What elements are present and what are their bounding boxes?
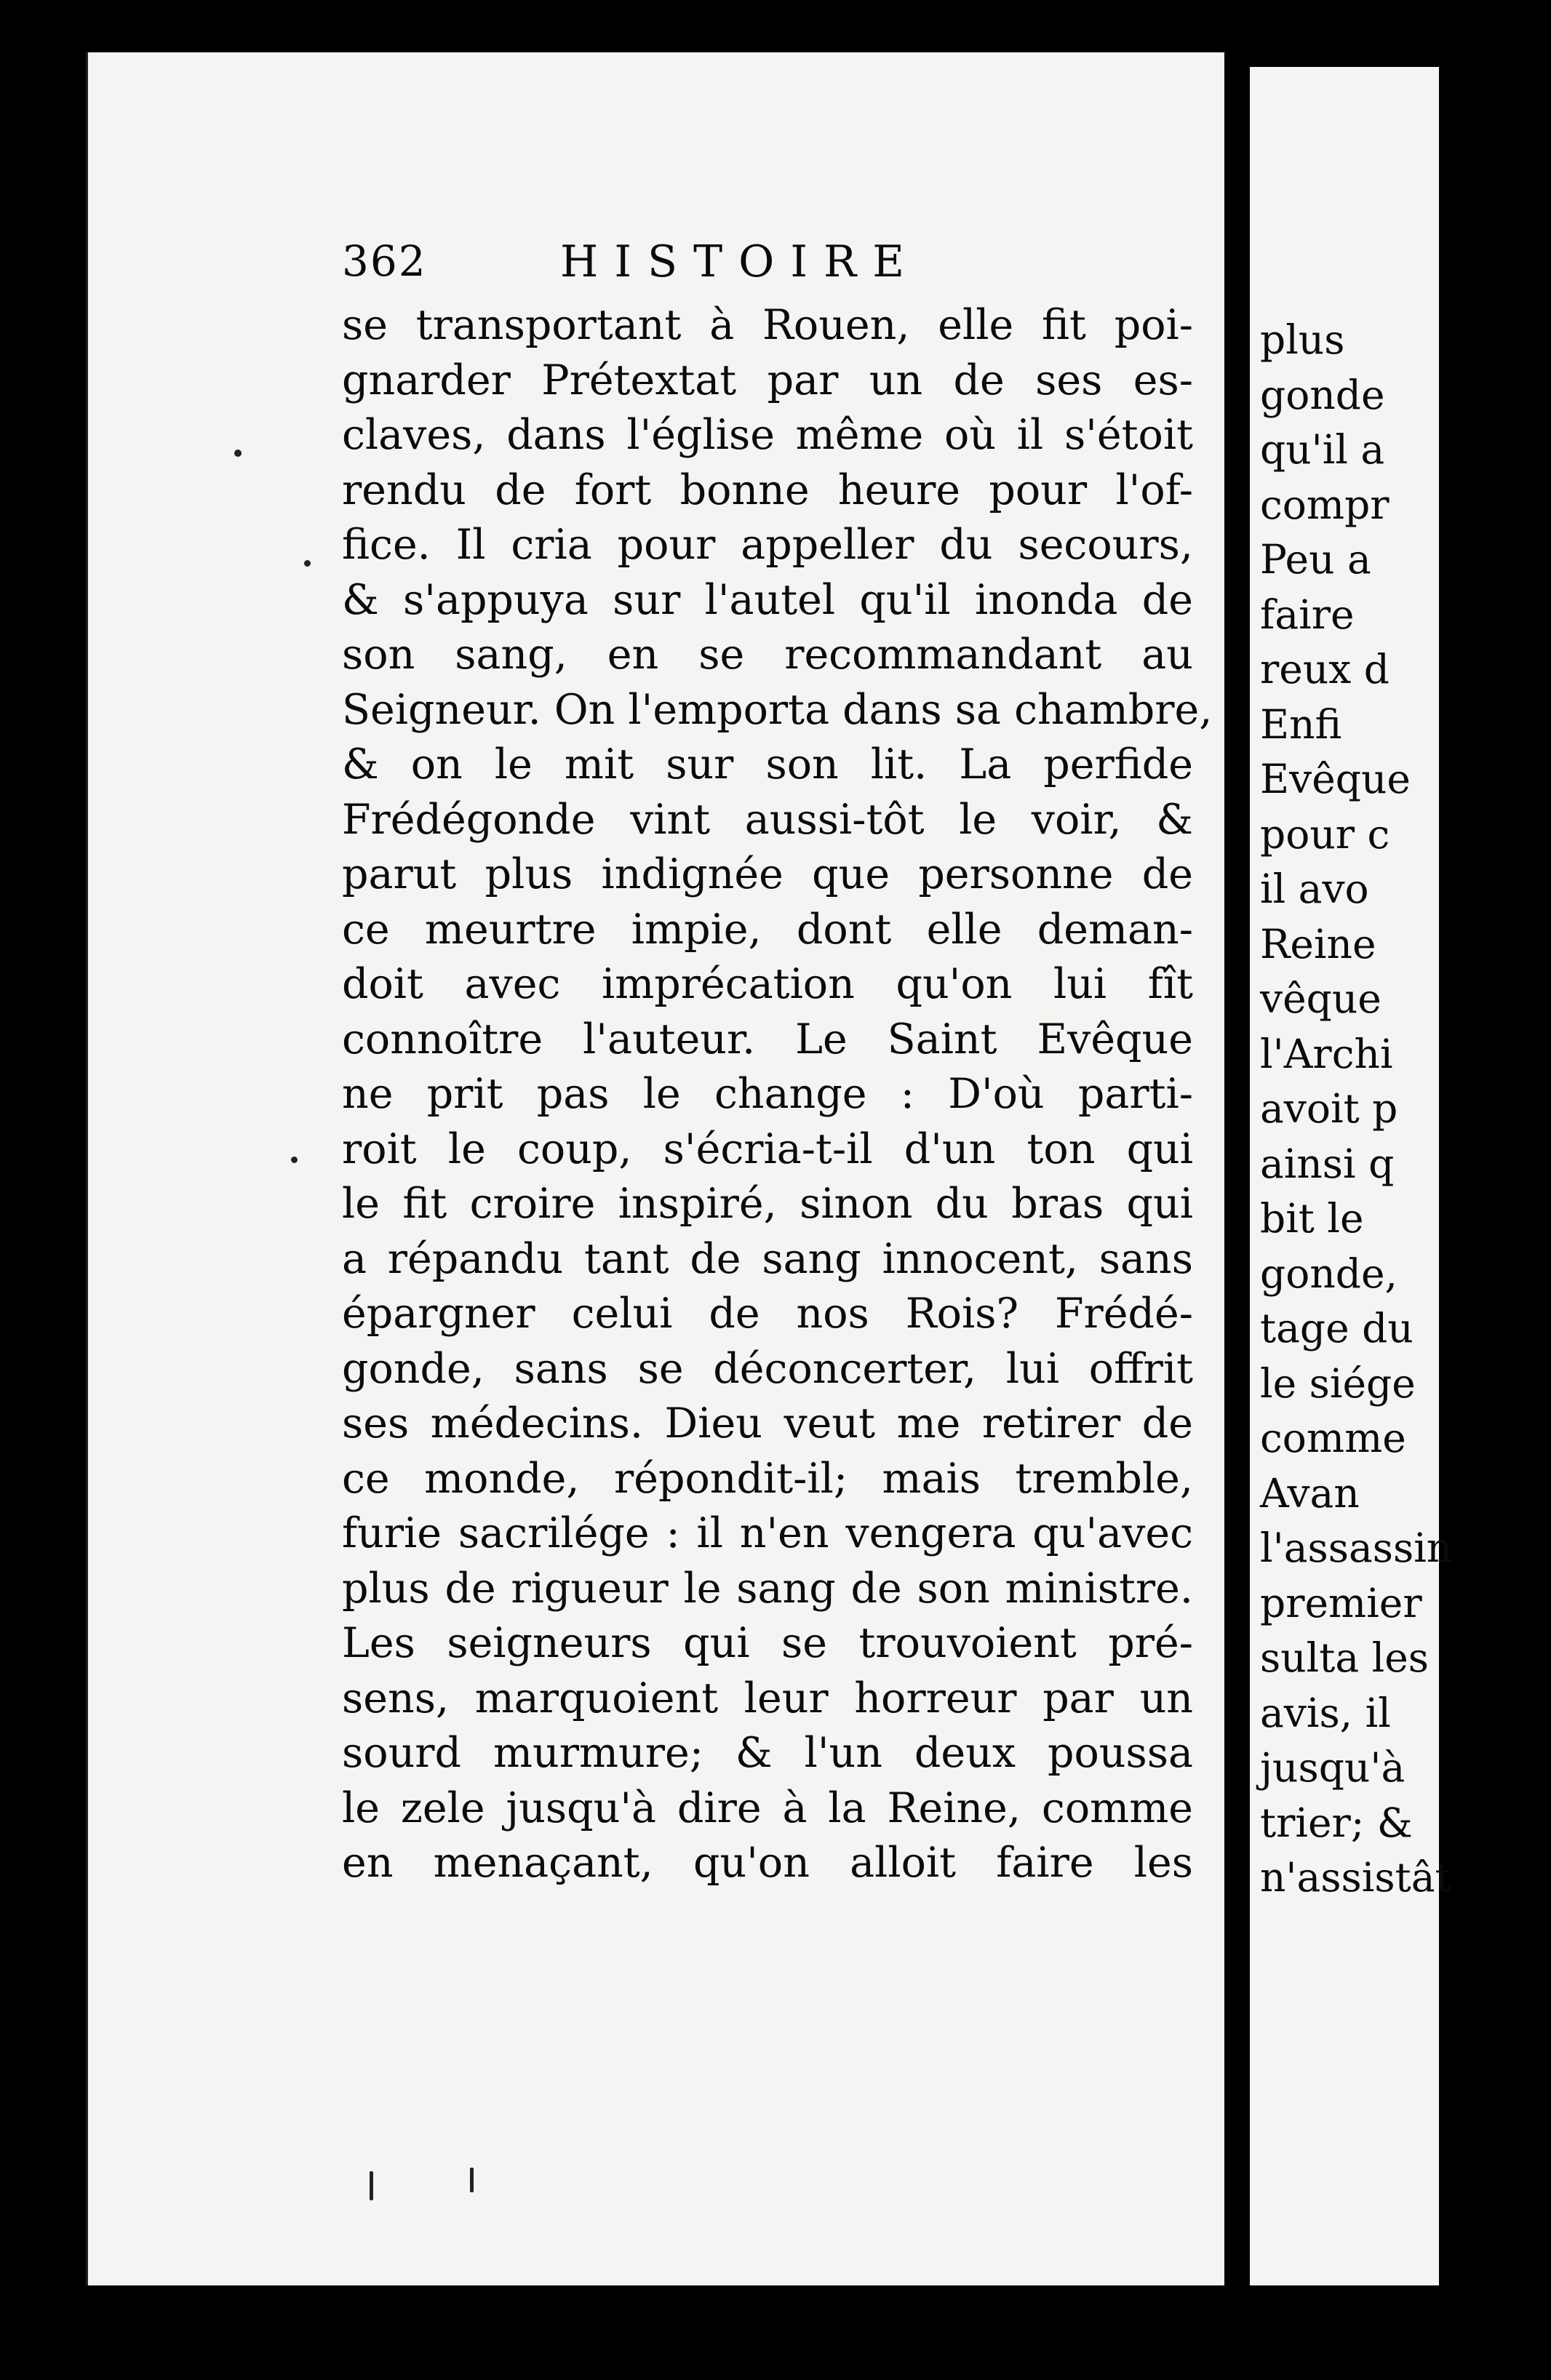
text-line: Frédégonde vint aussi-tôt le voir, & [342,795,1193,844]
text-line: ne prit pas le change : D'où parti- [342,1070,1193,1118]
text-line: l'Archi [1260,1030,1393,1077]
margin-speck [470,2168,474,2192]
text-line: doit avec imprécation qu'on lui fît [342,960,1193,1008]
text-line: bit le [1260,1195,1364,1242]
text-line: & on le mit sur son lit. La perfide [342,740,1193,788]
text-line: & s'appuya sur l'autel qu'il inonda de [342,575,1193,624]
text-line: le zele jusqu'à dire à la Reine, comme [342,1784,1193,1832]
text-line: furie sacrilége : il n'en vengera qu'avec [342,1509,1193,1557]
text-line: plus [1260,316,1345,363]
text-line: il avo [1260,866,1369,912]
text-line: ce meurtre impie, dont elle deman- [342,905,1193,954]
text-line: Avan [1260,1469,1360,1517]
text-line: se transportant à Rouen, elle fit poi- [342,301,1193,349]
text-line: Les seigneurs qui se trouvoient pré- [342,1619,1193,1667]
text-line: gonde [1260,371,1385,418]
text-line: le fit croire inspiré, sinon du bras qui [342,1180,1193,1228]
left-page-text [342,298,1213,1891]
text-line: l'assassin [1260,1525,1453,1571]
text-line: avis, il [1260,1689,1391,1736]
margin-speck [234,450,242,457]
text-line: avoit p [1260,1085,1398,1132]
text-line: ce monde, répondit-il; mais tremble, [342,1454,1193,1503]
text-line: n'assistât [1260,1854,1451,1901]
text-line: premier [1260,1579,1422,1626]
text-line: vêque [1260,975,1381,1022]
text-line: sourd murmure; & l'un deux poussa [342,1729,1193,1777]
text-line: faire [1260,591,1355,638]
text-line: compr [1260,481,1389,528]
text-line: son sang, en se recommandant au [342,631,1193,679]
book-gutter [1224,52,1250,2285]
text-line: pour c [1260,810,1390,858]
text-line: plus de rigueur le sang de son ministre. [342,1564,1193,1613]
margin-speck [370,2171,373,2200]
text-line: parut plus indignée que personne de [342,850,1193,898]
text-line: Enfi [1260,700,1342,748]
text-line: claves, dans l'église même où il s'étoit [342,411,1193,459]
running-title: HISTOIRE [560,236,921,287]
page-number: 362 [342,236,427,286]
text-line: Seigneur. On l'emporta dans sa chambre, [342,685,1213,734]
running-head [342,236,1142,295]
text-line: sens, marquoient leur horreur par un [342,1674,1193,1722]
text-line: Reine [1260,920,1376,967]
margin-speck [304,560,311,567]
text-line: Evêque [1260,756,1411,802]
text-line: en menaçant, qu'on alloit faire les [342,1839,1193,1887]
margin-speck [291,1157,298,1163]
text-line: jusqu'à [1260,1744,1406,1791]
text-line: qu'il a [1260,426,1385,473]
text-line: trier; & [1260,1799,1413,1846]
text-line: rendu de fort bonne heure pour l'of- [342,466,1193,514]
text-line: reux d [1260,646,1389,692]
text-line: Peu a [1260,536,1371,583]
text-line: fice. Il cria pour appeller du secours, [342,521,1193,569]
text-line: tage du [1260,1305,1414,1351]
text-line: sulta les [1260,1634,1429,1681]
text-line: connoître l'auteur. Le Saint Evêque [342,1015,1193,1063]
right-page-text [1260,313,1551,1906]
text-line: a répandu tant de sang innocent, sans [342,1234,1193,1283]
text-line: épargner celui de nos Rois? Frédé- [342,1290,1193,1338]
text-line: gonde, sans se déconcerter, lui offrit [342,1344,1193,1393]
text-line: gonde, [1260,1250,1398,1297]
text-line: gnarder Prétextat par un de ses es- [342,356,1193,404]
text-line: ses médecins. Dieu veut me retirer de [342,1399,1193,1447]
text-line: le siége [1260,1359,1416,1407]
text-line: ainsi q [1260,1140,1395,1187]
text-line: roit le coup, s'écria-t-il d'un ton qui [342,1125,1193,1173]
text-line: comme [1260,1415,1406,1461]
